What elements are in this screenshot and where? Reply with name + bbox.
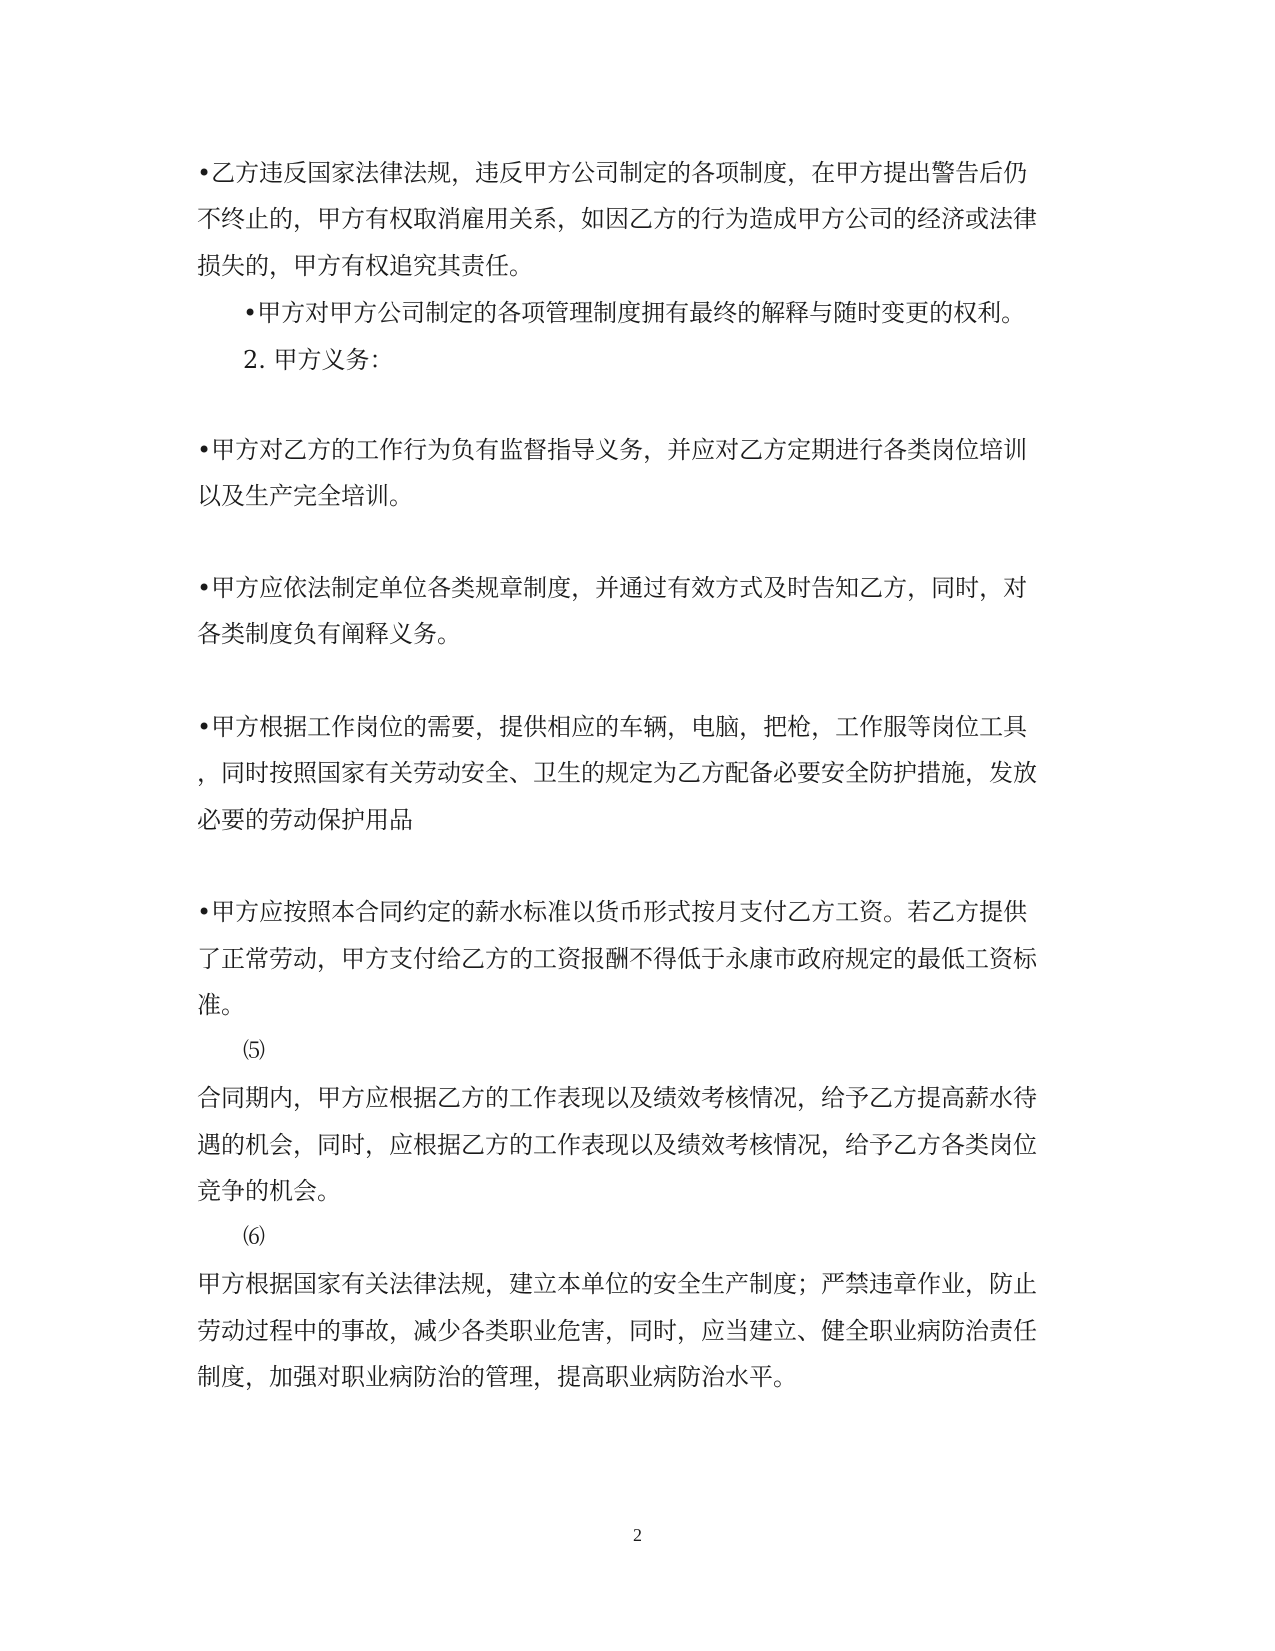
text-line: 不终止的，甲方有权取消雇用关系，如因乙方的行为造成甲方公司的经济或法律 (197, 205, 1037, 233)
item-number: ⑹ (243, 1225, 266, 1250)
text-line: 竞争的机会。 (197, 1177, 341, 1205)
text-line: 损失的，甲方有权追究其责任。 (197, 252, 533, 280)
text-line: 以及生产完全培训。 (197, 482, 413, 510)
text-line: 制度，加强对职业病防治的管理，提高职业病防治水平。 (197, 1363, 797, 1391)
text-line: 合同期内，甲方应根据乙方的工作表现以及绩效考核情况，给予乙方提高薪水待 (197, 1084, 1037, 1112)
text-line: •甲方对乙方的工作行为负有监督指导义务，并应对乙方定期进行各类岗位培训 (197, 436, 1028, 464)
text-line: •甲方根据工作岗位的需要，提供相应的车辆，电脑，把枪，工作服等岗位工具 (197, 713, 1028, 741)
text-line: •甲方应依法制定单位各类规章制度，并通过有效方式及时告知乙方，同时，对 (197, 574, 1028, 602)
text-line: •乙方违反国家法律法规，违反甲方公司制定的各项制度，在甲方提出警告后仍 (197, 159, 1028, 187)
text-line: 遇的机会，同时，应根据乙方的工作表现以及绩效考核情况，给予乙方各类岗位 (197, 1131, 1037, 1159)
text-line: 劳动过程中的事故，减少各类职业危害，同时，应当建立、健全职业病防治责任 (197, 1317, 1037, 1345)
text-line: 准。 (197, 991, 245, 1019)
text-line: 各类制度负有阐释义务。 (197, 620, 461, 648)
text-line: ，同时按照国家有关劳动安全、卫生的规定为乙方配备必要安全防护措施，发放 (197, 759, 1037, 787)
section-heading: 2. 甲方义务： (243, 346, 394, 374)
text-line: 甲方根据国家有关法律法规，建立本单位的安全生产制度；严禁违章作业，防止 (197, 1270, 1037, 1298)
page-number: 2 (633, 1525, 642, 1545)
text-line: •甲方对甲方公司制定的各项管理制度拥有最终的解释与随时变更的权利。 (243, 299, 1026, 327)
text-line: 必要的劳动保护用品 (197, 806, 413, 834)
text-line: 了正常劳动，甲方支付给乙方的工资报酬不得低于永康市政府规定的最低工资标 (197, 945, 1037, 973)
text-line: •甲方应按照本合同约定的薪水标准以货币形式按月支付乙方工资。若乙方提供 (197, 898, 1028, 926)
item-number: ⑸ (243, 1039, 266, 1064)
